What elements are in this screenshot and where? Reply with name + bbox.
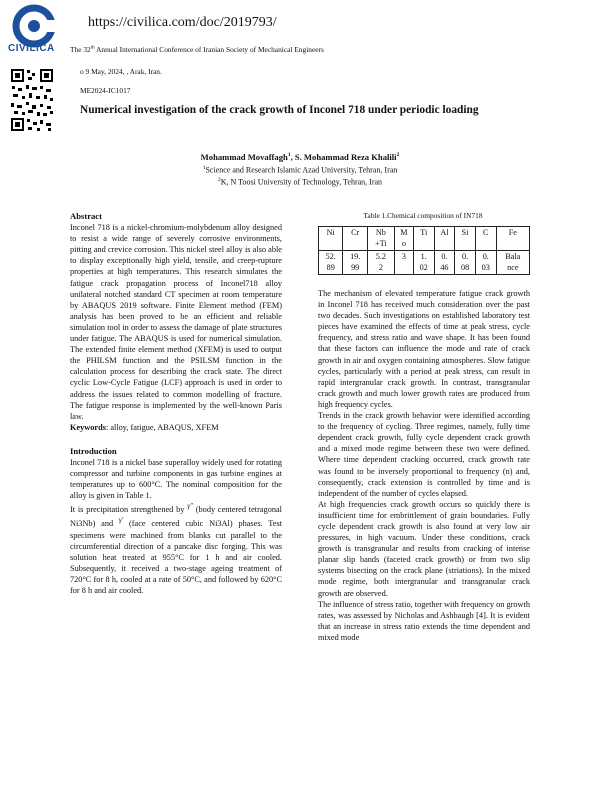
table-cell-line: 0. (482, 252, 489, 262)
table-cell (367, 251, 394, 275)
table-cell-line: 2 (378, 262, 383, 272)
author-2: S. Mohammad Reza Khalili (294, 152, 397, 162)
keywords-text: : alloy, fatigue, ABAQUS, XFEM (105, 422, 219, 432)
keywords (70, 422, 282, 433)
left-column (70, 211, 282, 596)
affiliation-2 (0, 177, 600, 187)
intro-p2-c: (face centered cubic Ni3Al) phases. Test specimens were machined from blanks cut parallel to the circumferential direction of a pancake disc forging. This was solution heat treated at 955°C for 1 h and air cooled. Subsequently, it received a two-stage ageing treatment of 720°C for 8 h, cooled at a rate of 50°C, and followed by 620°C for 8 h and air cooled. (70, 519, 282, 595)
table-header-cell (455, 227, 476, 251)
table-header-cell (319, 227, 343, 251)
table-cell (434, 251, 455, 275)
table-cell (496, 251, 529, 275)
table-cell-line: 08 (460, 262, 470, 272)
table-header-cell-line: M (400, 228, 408, 237)
right-paragraph-4: The influence of stress ratio, together with frequency on growth rates, was assessed by Nicholas and Ashbaugh [4]. It is evident that an increase in stress ratio extends the time dependent and mixed mode (318, 599, 530, 642)
right-column (318, 288, 530, 643)
table-cell-line: 0. (441, 252, 448, 262)
authors (0, 152, 600, 162)
gamma-prime: γ' (118, 516, 124, 525)
table-cell-line: 19. (350, 252, 361, 262)
aff1-text: Science and Research Islamic Azad University, Tehran, Iran (205, 165, 398, 175)
author-1-sup: 1 (287, 152, 291, 159)
author-1: Mohammad Movaffagh (200, 152, 288, 162)
table-header-cell-line: Nb (375, 228, 386, 237)
table-cell-line: 46 (440, 262, 449, 272)
author-sep: , (290, 152, 295, 162)
table-cell-line: 5.2 (375, 252, 387, 262)
table-header-cell-line: o (401, 238, 406, 248)
table-cell-line: nce (507, 262, 519, 272)
table-header-cell-line: +Ti (375, 238, 387, 248)
intro-paragraph-1: Inconel 718 is a nickel base superalloy widely used for rotating compressor and turbine components in gas turbine engines at temperatures up to 600°C. The nominal composition for the alloy is given in Table 1. (70, 457, 282, 501)
conference-rest: Annual International Conference of Iranian Society of Mechanical Engineers (94, 45, 324, 54)
right-paragraph-3: At high frequencies crack growth occurs so quickly there is insufficient time for embrittlement of grain boundaries. Fully cycle dependent crack growth is also found at very low air pressures, in high vacuum. Under these conditions, crack growth is transgranular and results from cracking of intense planar slip bands (faceted crack growth) or from two slip systems bisecting on the crack plane (striations). In the mixed mode regime, both intergranular and transgranular crack growth are observed. (318, 499, 530, 598)
table-cell (455, 251, 476, 275)
table-header-cell-line: Cr (351, 228, 360, 237)
intro-p2-a: It is precipitation strengthened by (70, 505, 185, 515)
table-cell-line: 02 (419, 262, 428, 272)
table-header-cell-line: Ti (420, 228, 428, 237)
table-row (319, 251, 530, 275)
table-cell-line: 0. (462, 252, 469, 262)
document-url[interactable]: https://civilica.com/doc/2019793/ (88, 15, 277, 30)
conference-date: o 9 May, 2024, , Arak, Iran. (80, 67, 162, 76)
table-header-cell (413, 227, 434, 251)
right-paragraph-2: Trends in the crack growth behavior were identified according to the frequency of cycling. Three regimes, namely, fully time dependent crack growth, fully cycle dependent crack growth and a mixed mode regime between these two were defined. Where time dependent cracking occurred, crack growth rate was found to be inversely proportional to frequency (n) and, consequently, crack extension is controlled by time and is independent of the number of cycles elapsed. (318, 411, 530, 498)
conference-prefix: The 32 (70, 45, 91, 54)
qr-code (10, 68, 54, 132)
table-header-cell-line: Al (440, 228, 449, 237)
table-cell (413, 251, 434, 275)
table-cell-line: 1. (420, 252, 427, 262)
aff2-sup: 2 (217, 177, 221, 183)
conference-line (70, 45, 324, 54)
table-cell (343, 251, 367, 275)
introduction-heading: Introduction (70, 445, 117, 456)
table-header-cell-line: C (483, 228, 489, 237)
table-cell (475, 251, 496, 275)
table-header-cell (434, 227, 455, 251)
aff1-sup: 1 (202, 165, 206, 171)
abstract-body: Inconel 718 is a nickel-chromium-molybdenum alloy designed to resist a wide range of severely corrosive environments, pitting and crevice corrosion. This nickel steel alloy is also able to display exceptionally high yield, tensile, and creep-rupture properties at high temperatures. This research simulates the fatigue crack propagation process of Inconel718 alloy unilateral notched standard CT specimen at room temperature by ABAQUS 2019 software. Finite Element method (FEM) analysis has been proved to be an efficient and reliable simulation tool in order to assess the damage of plate structures under fatigue. The ABAQUS is used for numerical simulation. The extended finite element method (XFEM) is used to output the PHILSM function and the PSILSM function in the calculation process for describing the crack state. The direct cyclic Low-Cycle Fatigue (LCF) approach is used in order to address the issues related to common modelling of fracture. The fatigue response is implemented by the well-known Paris law. (70, 223, 282, 421)
keywords-label: Keywords (70, 422, 106, 432)
table-header-cell-line: Si (461, 228, 469, 237)
table-header-cell (496, 227, 529, 251)
table-cell-line: 3 (401, 252, 406, 262)
right-paragraph-1: The mechanism of elevated temperature fatigue crack growth in Inconel 718 has received much consideration over the past two decades. Such investigations on established laboratory test pieces have examined the effects of time at peak stress, cycle frequency, and stress ratio and wave shape. It has been found that these factors can influence the mode and rate of crack growth in air and oxygen containing atmospheres. Slow fatigue cycles, particularly with a period at peak stress, can result in rapid intergranular crack growth. In contrast, transgranular crack growth and much lower growth rates are produced from high frequency cycles. (318, 289, 530, 409)
affiliation-1 (0, 165, 600, 175)
table-cell-line: 89 (326, 262, 335, 272)
aff2-text: K, N Toosi University of Technology, Tehran, Iran (220, 177, 383, 187)
logo-text: CIVILICA (8, 43, 55, 54)
table-header-cell (475, 227, 496, 251)
table-header-cell (394, 227, 413, 251)
table-header-cell (367, 227, 394, 251)
intro-p2-b: (body centered tetragonal Ni3Nb) and (70, 505, 282, 529)
abstract-heading: Abstract (70, 211, 102, 221)
table-header-cell-line: Ni (326, 228, 335, 237)
gamma-double-prime: γ'' (187, 502, 193, 511)
paper-id: ME2024-IC1017 (80, 86, 131, 95)
table-header-row (319, 227, 530, 251)
paper-title: Numerical investigation of the crack growth of Inconel 718 under periodic loading (80, 104, 479, 116)
intro-paragraph-2 (70, 501, 282, 596)
table-cell-line: 03 (481, 262, 490, 272)
table-header-cell-line: Fe (508, 228, 517, 237)
table-cell (319, 251, 343, 275)
table-cell-line: 99 (351, 262, 360, 272)
conference-sup: th (90, 45, 95, 51)
table-caption: Table 1.Chemical composition of IN718 (363, 211, 483, 220)
composition-table (318, 226, 530, 275)
table-cell (394, 251, 413, 275)
table-cell-line: Bala (505, 252, 521, 262)
table-cell-line: 52. (325, 252, 336, 262)
author-2-sup: 2 (396, 152, 400, 159)
table-header-cell (343, 227, 367, 251)
